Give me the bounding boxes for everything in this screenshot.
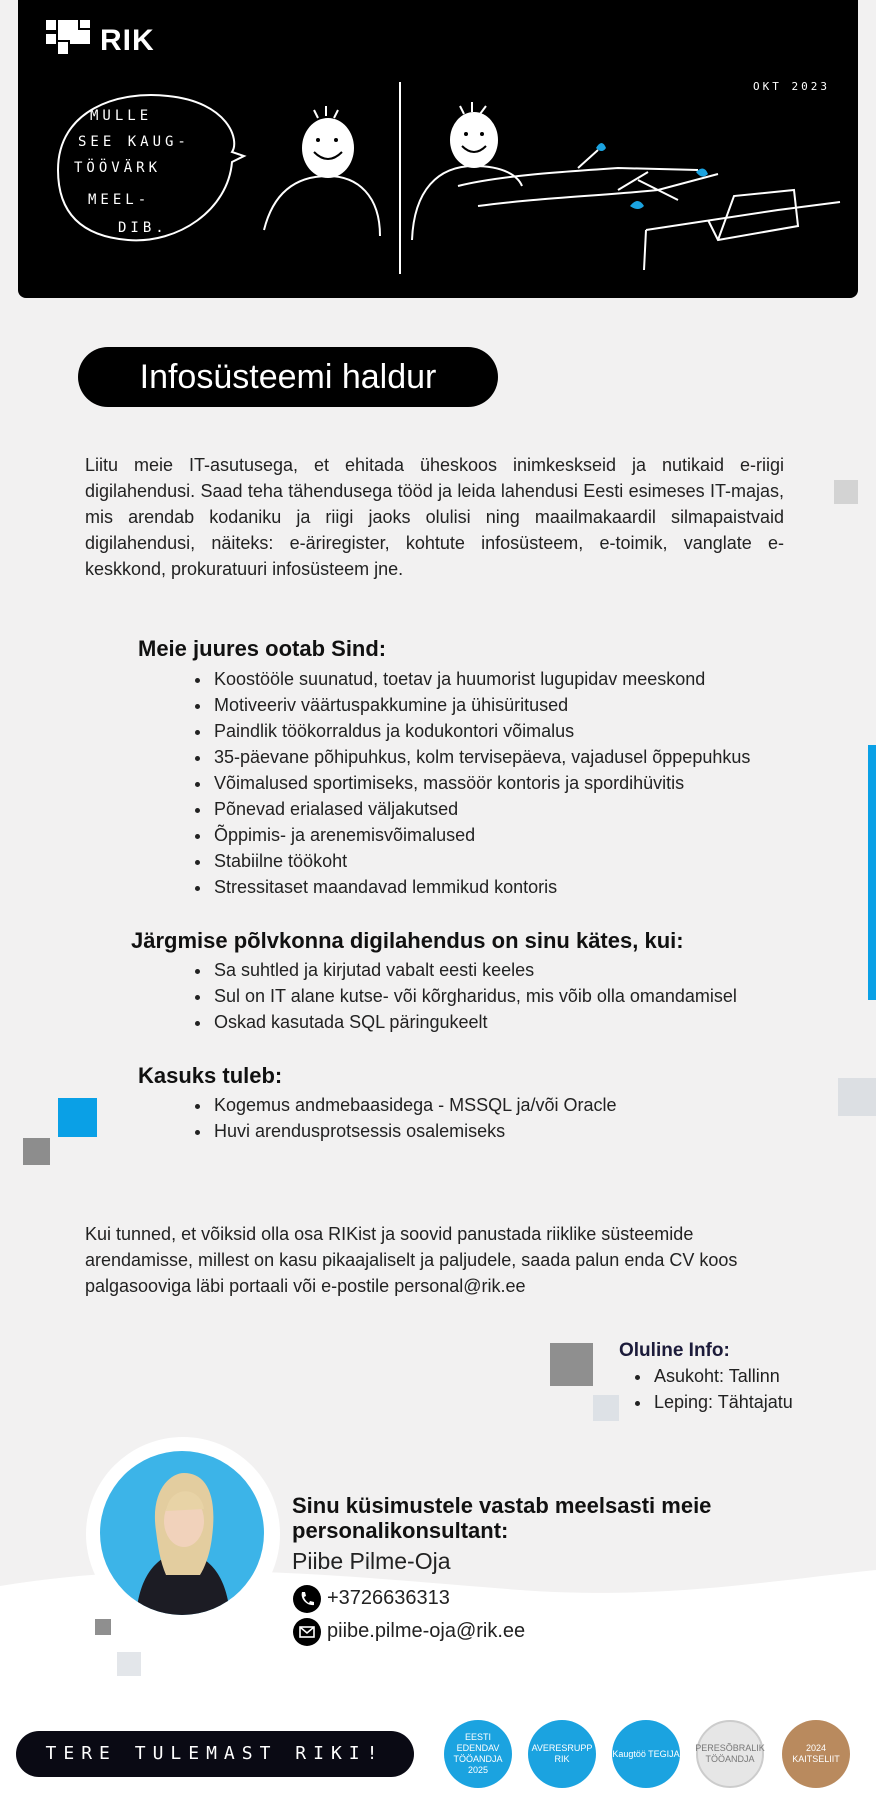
list-item: • Stressitaset maandavad lemmikud kontoris xyxy=(212,874,852,900)
phone-icon xyxy=(293,1585,321,1613)
badge-defence-league: 2024 KAITSELIIT xyxy=(782,1720,850,1788)
requirements-list xyxy=(186,957,852,1035)
list-item: • Kogemus andmebaasidega - MSSQL ja/või Oracle xyxy=(212,1092,852,1118)
list-item: • Põnevad erialased väljakutsed xyxy=(212,796,852,822)
decor-square xyxy=(23,1138,50,1165)
accent-bar xyxy=(868,745,876,1000)
list-item: • Huvi arendusprotsessis osalemiseks xyxy=(212,1118,852,1144)
intro-paragraph: Liitu meie IT-asutusega, et ehitada üheskoos inimkeskseid ja nutikaid e-riigi digilahendusi. Saad teha tähendusega tööd ja leida lahendusi Eesti esimeses IT-majas, mis arendab kodaniku ja riigi jaoks olulisi ning maailmakaardil silmapaistvaid digilahendusi, näiteks: e-äriregister, kohtute infosüsteem, e-toimik, vanglate e-keskkond, prokuratuuri infosüsteem jne. xyxy=(85,455,784,579)
contact-phone[interactable]: +3726636313 xyxy=(327,1587,450,1609)
contact-heading: Sinu küsimustele vastab meelsasti meie personalikonsultant: xyxy=(292,1493,712,1543)
decor-square xyxy=(117,1652,141,1676)
requirements-heading: Järgmise põlvkonna digilahendus on sinu kätes, kui: xyxy=(131,928,684,953)
list-item: • Leping: Tähtajatu xyxy=(652,1389,872,1415)
list-item: • Asukoht: Tallinn xyxy=(652,1363,872,1389)
list-item: • Koostööle suunatud, toetav ja huumorist lugupidav meeskond xyxy=(212,666,852,692)
info-list xyxy=(626,1363,872,1415)
info-heading: Oluline Info: xyxy=(619,1340,730,1361)
illustration-date: OKT 2023 xyxy=(753,80,830,93)
contact-email[interactable]: piibe.pilme-oja@rik.ee xyxy=(327,1620,526,1642)
bubble-line: MEEL- xyxy=(88,192,151,208)
contact-name: Piibe Pilme-Oja xyxy=(292,1548,451,1574)
bubble-line: SEE KAUG- xyxy=(78,134,190,150)
bubble-line: TÖÖVÄRK xyxy=(74,160,162,176)
header-banner xyxy=(18,0,858,298)
list-item: • Paindlik töökorraldus ja kodukontori võimalus xyxy=(212,718,852,744)
decor-square xyxy=(834,480,858,504)
bonus-list xyxy=(186,1092,852,1144)
list-item: • 35-päevane põhipuhkus, kolm tervisepäeva, vajadusel õppepuhkus xyxy=(212,744,852,770)
badge-employer: EESTI EDENDAV TÖÖANDJA 2025 xyxy=(444,1720,512,1788)
bonus-heading: Kasuks tuleb: xyxy=(138,1063,283,1088)
consultant-photo xyxy=(100,1451,264,1615)
offers-heading: Meie juures ootab Sind: xyxy=(138,636,387,661)
mail-icon xyxy=(293,1618,321,1646)
welcome-banner: TERE TULEMAST RIKI! xyxy=(16,1731,414,1777)
decor-square xyxy=(593,1395,619,1421)
badge-remote-work: Kaugtöö TEGIJA xyxy=(612,1720,680,1788)
bubble-line: MULLE xyxy=(90,108,153,124)
job-title: Infosüsteemi haldur xyxy=(78,347,498,407)
application-paragraph: Kui tunned, et võiksid olla osa RIKist ja soovid panustada riiklike süsteemide arendamisse, millest on kasu pikaajaliselt ja paljudele, saada palun enda CV koos palgasooviga läbi portaali või e-postile personal@rik.ee xyxy=(85,1224,738,1296)
list-item: • Oskad kasutada SQL päringukeelt xyxy=(212,1009,852,1035)
list-item: • Võimalused sportimiseks, massöör kontoris ja spordihüvitis xyxy=(212,770,852,796)
decor-square xyxy=(95,1619,111,1635)
decor-square-blue xyxy=(58,1098,97,1137)
badge-blood-group: AVERESRUPP RIK xyxy=(528,1720,596,1788)
list-item: • Õppimis- ja arenemisvõimalused xyxy=(212,822,852,848)
list-item: • Sa suhtled ja kirjutad vabalt eesti keeles xyxy=(212,957,852,983)
list-item: • Stabiilne töökoht xyxy=(212,848,852,874)
list-item: • Sul on IT alane kutse- või kõrgharidus, mis võib olla omandamisel xyxy=(212,983,852,1009)
decor-square xyxy=(550,1343,593,1386)
badge-family-friendly: PERESÕBRALIK TÖÖANDJA xyxy=(696,1720,764,1788)
bubble-line: DIB. xyxy=(118,220,168,236)
offers-list xyxy=(186,666,852,900)
list-item: • Motiveeriv väärtuspakkumine ja ühisüritused xyxy=(212,692,852,718)
rik-logo: RIK xyxy=(100,24,155,57)
